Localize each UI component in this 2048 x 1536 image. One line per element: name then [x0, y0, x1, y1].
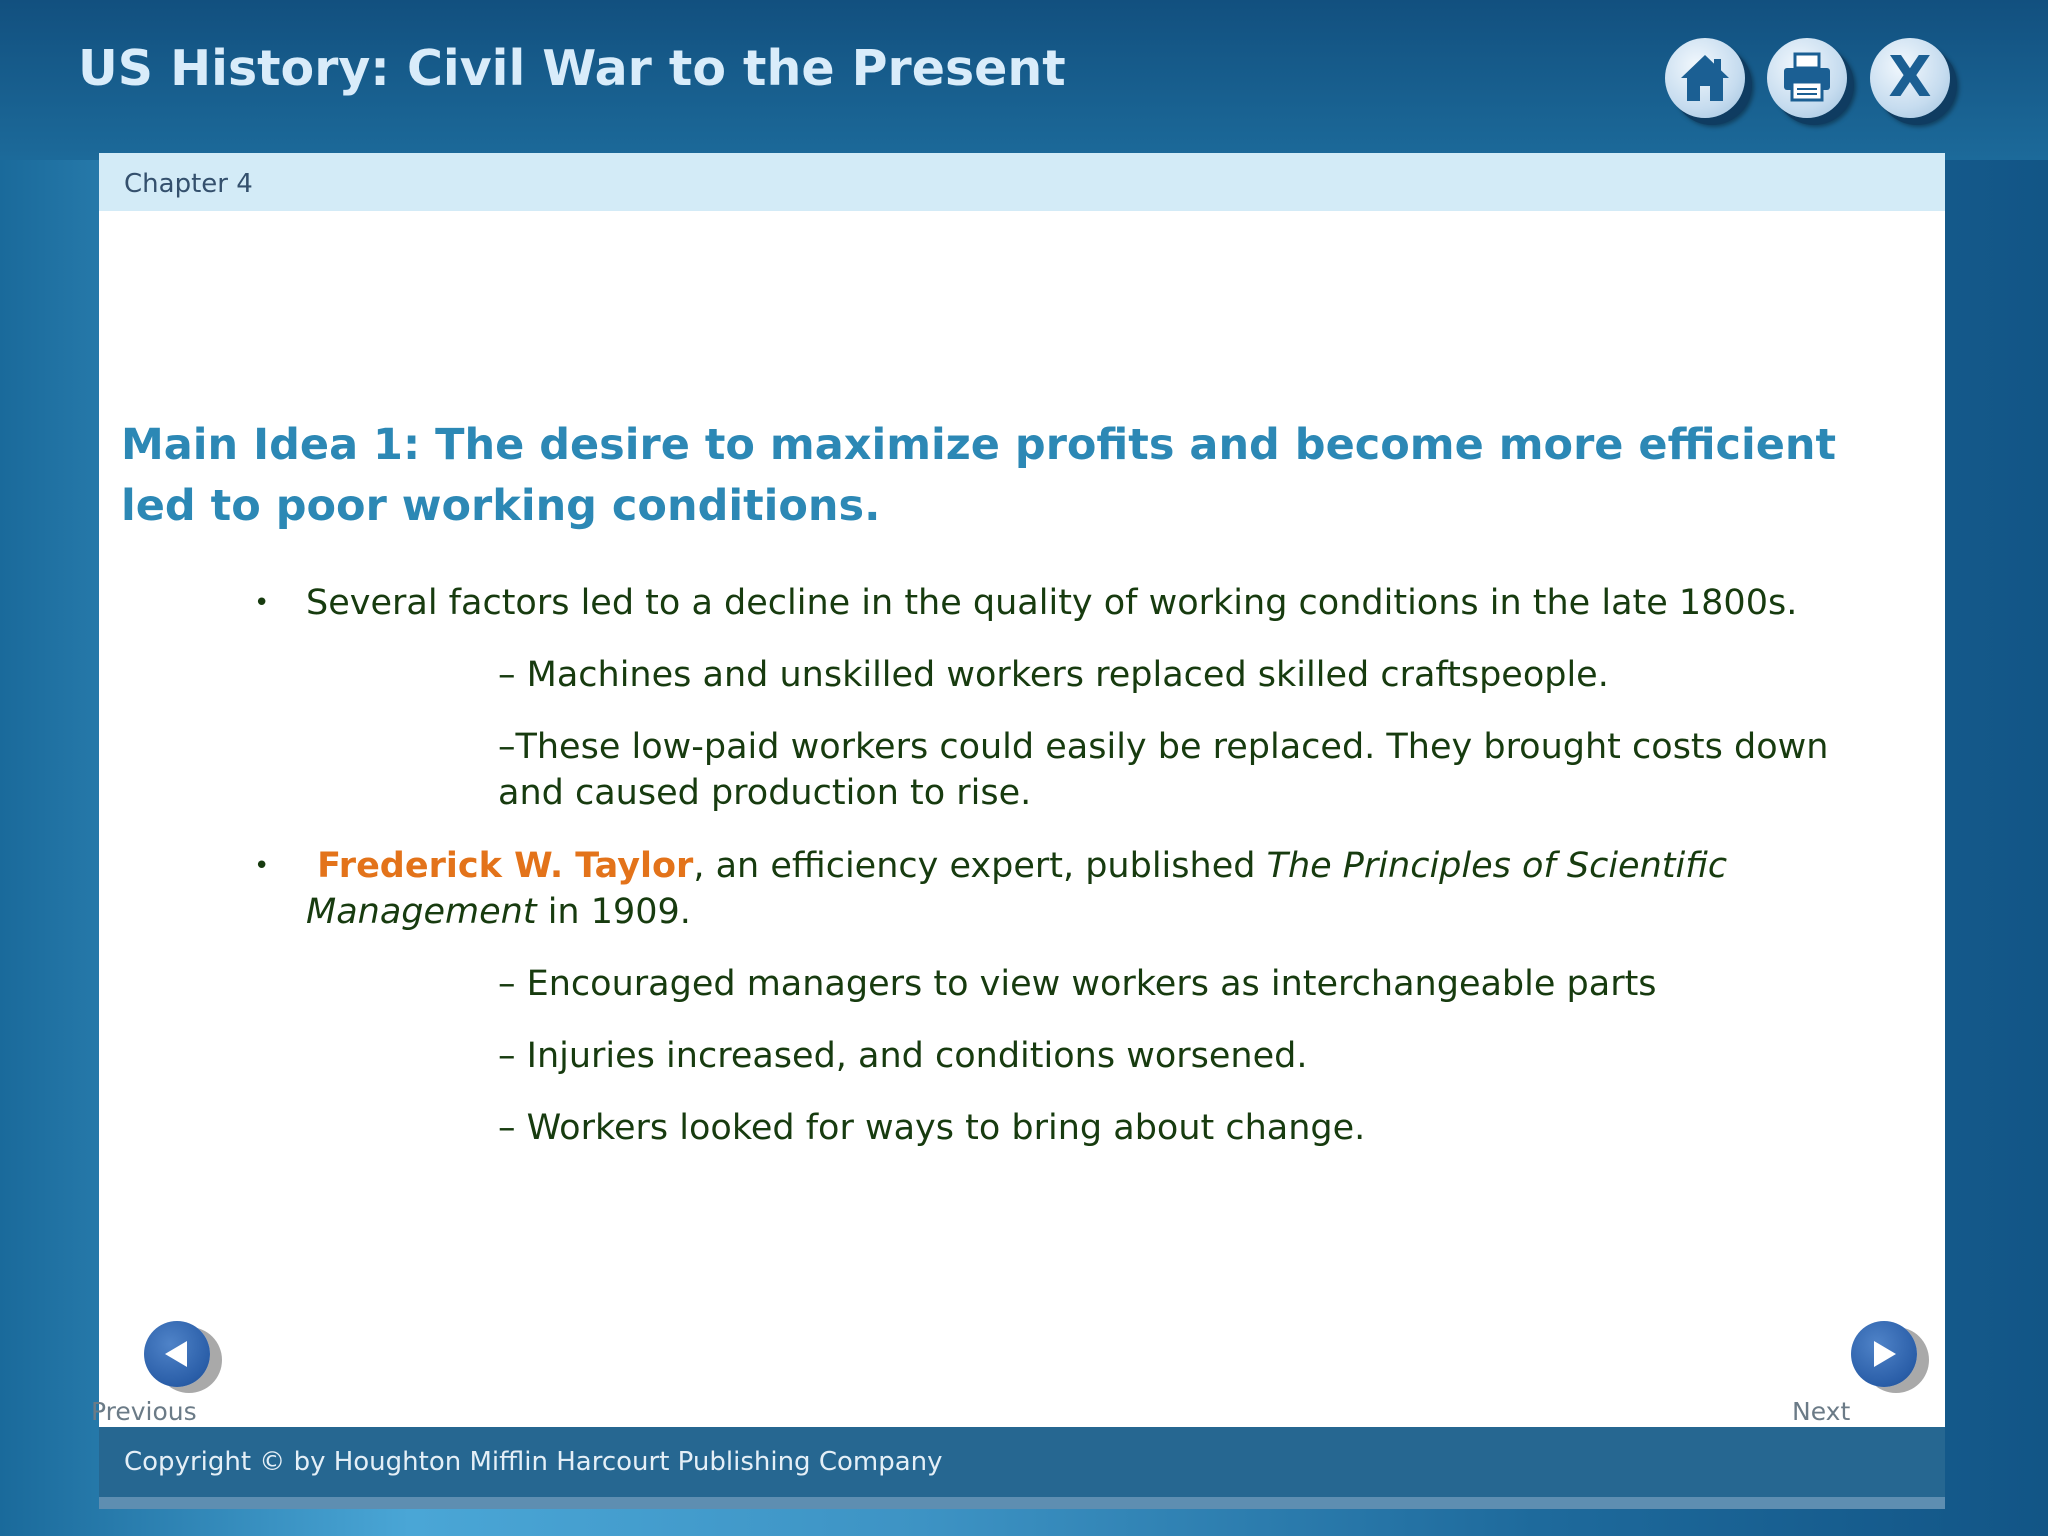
chapter-label: Chapter 4 — [124, 169, 253, 199]
previous-label[interactable]: Previous — [91, 1397, 197, 1426]
bullet-1-text: Several factors led to a decline in the quality of working conditions in the late 1800s. — [306, 583, 1798, 623]
close-button[interactable] — [1870, 38, 1950, 118]
arrow-left-icon — [160, 1337, 194, 1371]
slide-content — [91, 153, 1945, 1427]
next-button[interactable] — [1851, 1321, 1917, 1387]
highlighted-name: Frederick W. Taylor — [317, 846, 694, 886]
printer-icon — [1779, 50, 1835, 106]
close-icon: X — [1888, 45, 1932, 110]
footer-strip — [99, 1497, 1945, 1509]
home-button[interactable] — [1665, 38, 1745, 118]
app-title: US History: Civil War to the Present — [78, 40, 1066, 97]
print-button[interactable] — [1767, 38, 1847, 118]
bullet-symbol: • — [254, 588, 270, 618]
sub-bullet-1-2: –These low-paid workers could easily be replaced. They brought costs down and caused production to rise. — [498, 727, 1829, 813]
sub-bullet-2-1: – Encouraged managers to view workers as interchangeable parts — [498, 964, 1657, 1004]
sub-bullet-1-1: – Machines and unskilled workers replaced skilled craftspeople. — [498, 655, 1609, 695]
bullet-symbol: • — [254, 851, 270, 881]
home-icon — [1678, 51, 1732, 105]
bullet-2-text — [306, 843, 1806, 935]
sub-bullet-2-3: – Workers looked for ways to bring about change. — [498, 1108, 1366, 1148]
bullet-2-text-end: in 1909. — [536, 892, 691, 932]
previous-button[interactable] — [144, 1321, 210, 1387]
sub-bullet-2-2: – Injuries increased, and conditions worsened. — [498, 1036, 1308, 1076]
arrow-right-icon — [1867, 1337, 1901, 1371]
main-idea-heading: Main Idea 1: The desire to maximize profits and become more efficient led to poor working conditions. — [121, 420, 1837, 531]
next-label[interactable]: Next — [1792, 1397, 1851, 1426]
copyright-text: Copyright © by Houghton Mifflin Harcourt Publishing Company — [124, 1447, 943, 1477]
footer-bar — [99, 1427, 1945, 1497]
bullet-2-text-mid: , an efficiency expert, published — [693, 846, 1267, 886]
chapter-bar — [99, 153, 1945, 211]
book-title: The Principles of Scientific Management — [306, 846, 1728, 932]
